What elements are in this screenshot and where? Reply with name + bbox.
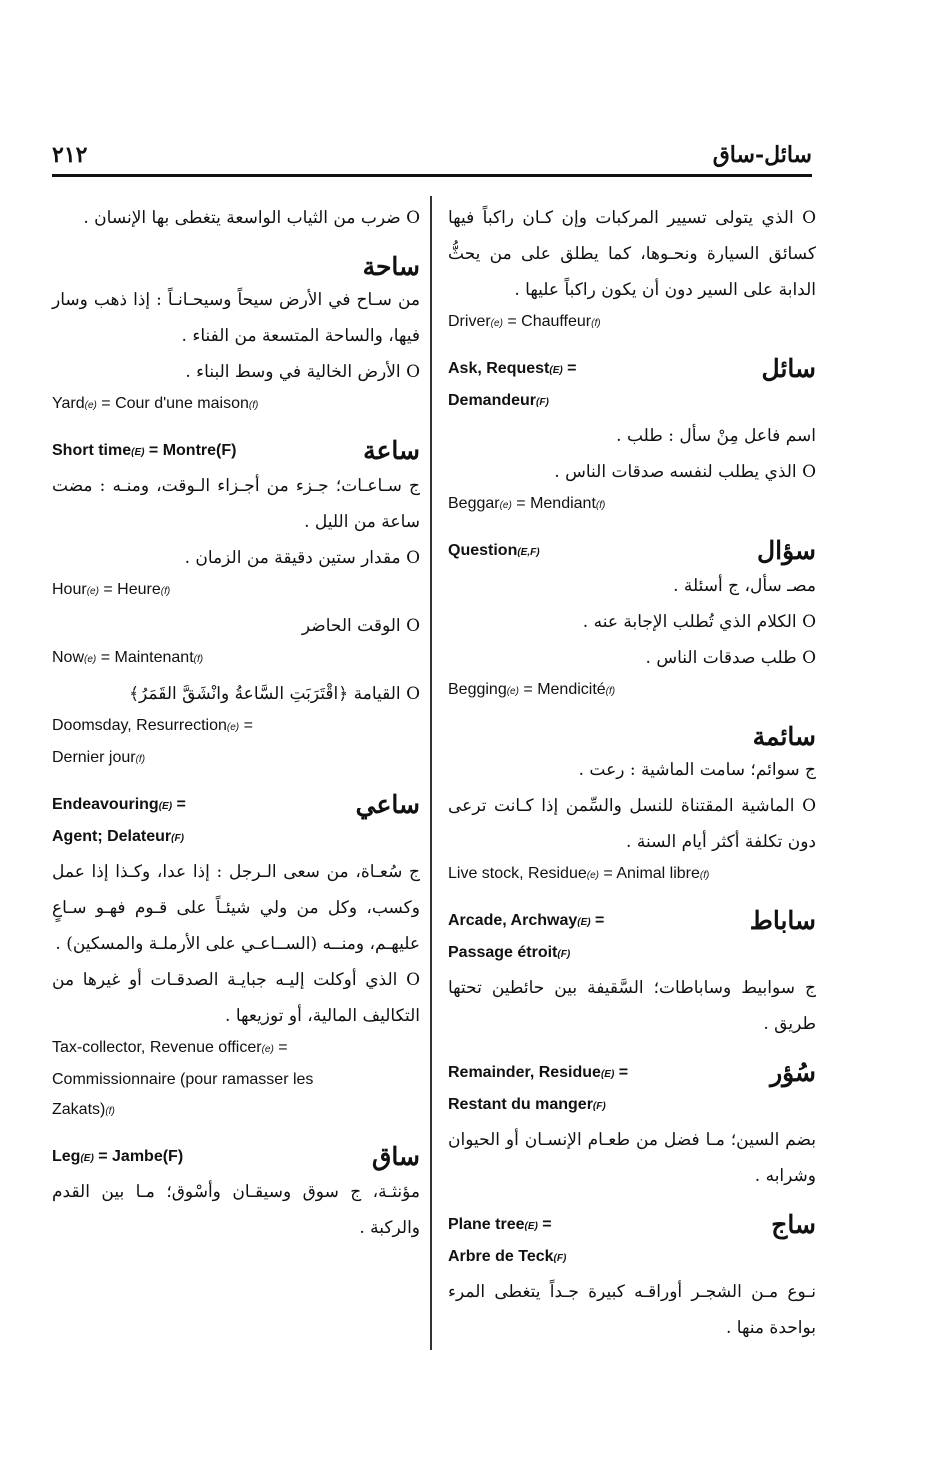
entry-translation <box>448 906 604 970</box>
language-tag: (e) <box>586 870 599 881</box>
entry-translation <box>448 1210 566 1274</box>
language-tag: (e) <box>226 722 240 733</box>
dictionary-entry <box>52 790 420 1126</box>
definition-text: O الوقت الحاضر <box>301 616 420 636</box>
entry-head <box>52 252 420 282</box>
language-tag: (e) <box>499 500 512 511</box>
headword: سُؤر <box>770 1058 816 1087</box>
entry-head <box>52 1142 420 1174</box>
translation-line: Demandeur(F) <box>448 392 549 409</box>
entry-translation <box>52 1142 183 1174</box>
translation-en-fr: Beggar(e) = Mendiant(f) <box>448 495 606 512</box>
language-tag: (F) <box>553 1253 567 1264</box>
dictionary-entry <box>52 1142 420 1246</box>
definition-text: O مقدار ستين دقيقة من الزمان . <box>184 548 420 568</box>
entry-head <box>448 1058 816 1122</box>
headword: ساعي <box>355 790 420 819</box>
entry-translation <box>52 436 236 468</box>
headword: ساعة <box>363 436 420 465</box>
running-title: سائل-ساق <box>712 142 812 168</box>
translation-en-fr: Doomsday, Resurrection(e) = <box>52 717 253 734</box>
language-tag: (E) <box>577 917 591 928</box>
headword: ساحة <box>362 252 420 281</box>
translation-line: Arbre de Teck(F) <box>448 1248 567 1265</box>
translation-line: Question(E,F) <box>448 542 540 559</box>
definition-text: اسم فاعل مِنْ سأل : طلب . <box>616 426 816 446</box>
language-tag: (e) <box>84 400 97 411</box>
translation-line: Leg(E) = Jambe(F) <box>52 1148 184 1165</box>
definition-text: نـوع مـن الشجـر أوراقـه كبيرة جـداً يتغطى المرء بواحدة منها . <box>448 1282 816 1338</box>
entry-head <box>448 536 816 568</box>
language-tag: (E) <box>524 1221 538 1232</box>
definition-text: O الماشية المقتناة للنسل والسِّمن إذا كـانت ترعى دون تكلفة أكثر أيام السنة . <box>448 796 816 852</box>
language-tag: (F) <box>557 949 571 960</box>
translation-en-fr: Dernier jour(f) <box>52 749 146 766</box>
definition-text: O الذي يتولى تسيير المركبات وإن كـان راكباً فيها كسائق السيارة ونحـوها، كما يطلق على من يحثُّ الدابة على السير دون أن يكون راكباً عليها . <box>448 208 816 300</box>
translation-line: Ask, Request(E) = <box>448 360 577 377</box>
entry-head <box>448 354 816 418</box>
dictionary-entry <box>52 200 420 236</box>
translation-en-fr: Now(e) = Maintenant(f) <box>52 649 204 666</box>
translation-line: Arcade, Archway(E) = <box>448 912 605 929</box>
language-tag: (f) <box>193 654 204 665</box>
definition-text: مؤنثـة، ج سوق وسيقـان وأسْوق؛ مـا بين القدم والركبة . <box>52 1182 420 1238</box>
definition-text: ج سـاعـات؛ جـزء من أجـزاء الـوقت، ومنـه : مضت ساعة من الليل . <box>52 476 420 532</box>
translation-line: Restant du manger(F) <box>448 1096 606 1113</box>
headword: ساباط <box>749 906 816 935</box>
headword: ساج <box>771 1210 816 1239</box>
language-tag: (e) <box>261 1044 274 1055</box>
translation-en-fr: Tax-collector, Revenue officer(e) = <box>52 1039 288 1056</box>
definition-text: O طلب صدقات الناس . <box>645 648 816 668</box>
language-tag: (F) <box>171 833 184 844</box>
language-tag: (E,F) <box>517 547 540 558</box>
translation-line: Plane tree(E) = <box>448 1216 552 1233</box>
language-tag: (f) <box>160 586 171 597</box>
translation-en-fr: Driver(e) = Chauffeur(f) <box>448 313 601 330</box>
entry-head <box>448 1210 816 1274</box>
entry-head <box>52 790 420 854</box>
dictionary-entry <box>448 906 816 1042</box>
language-tag: (f) <box>605 686 616 697</box>
language-tag: (f) <box>699 870 710 881</box>
language-tag: (E) <box>131 447 145 458</box>
language-tag: (F) <box>536 397 549 408</box>
headword: سؤال <box>757 536 816 565</box>
definition-text: O الكلام الذي تُطلب الإجابة عنه . <box>582 612 816 632</box>
definition-text: ج سُعـاة، من سعى الـرجل : إذا عدا، وكـذا إذا عمل وكسب، وكل من ولي شيئـاً على قـوم فهـو سـاعٍ عليهـم، ومنــه (الســاعـي على الأرملـة والمسكين) . <box>52 862 420 954</box>
translation-line: Agent; Delateur(F) <box>52 828 184 845</box>
language-tag: (f) <box>248 400 259 411</box>
definition-text: O ضرب من الثياب الواسعة يتغطى بها الإنسان . <box>83 208 420 228</box>
definition-text: ج سوائم؛ سامت الماشية : رعت . <box>578 760 816 780</box>
dictionary-entry <box>448 722 816 890</box>
language-tag: (e) <box>86 586 99 597</box>
language-tag: (f) <box>135 754 146 765</box>
translation-en-fr: Commissionnaire (pour ramasser les <box>52 1071 314 1088</box>
dictionary-entry <box>448 1210 816 1346</box>
language-tag: (E) <box>80 1153 94 1164</box>
language-tag: (f) <box>591 318 601 329</box>
entry-translation <box>52 790 186 854</box>
translation-en-fr: Zakats)(f) <box>52 1101 115 1118</box>
right-column <box>448 200 816 1362</box>
entry-head <box>448 722 816 752</box>
definition-text: O الذي أوكلت إليـه جبايـة الصدقـات أو غيرها من التكاليف المالية، أو توزيعها . <box>52 970 420 1026</box>
header-rule <box>52 174 812 177</box>
entry-translation <box>448 536 540 568</box>
language-tag: (f) <box>595 500 606 511</box>
dictionary-entry <box>52 436 420 774</box>
translation-line: Passage étroit(F) <box>448 944 571 961</box>
dictionary-entry <box>448 1058 816 1194</box>
definition-text: O الأرض الخالية في وسط البناء . <box>185 362 420 382</box>
entry-head <box>52 436 420 468</box>
language-tag: (e) <box>490 318 503 329</box>
entry-translation <box>448 354 577 418</box>
dictionary-entry <box>448 536 816 706</box>
language-tag: (E) <box>600 1069 615 1080</box>
language-tag: (F) <box>592 1101 606 1112</box>
translation-line: Remainder, Residue(E) = <box>448 1064 629 1081</box>
translation-line: Endeavouring(E) = <box>52 796 186 813</box>
translation-en-fr: Hour(e) = Heure(f) <box>52 581 171 598</box>
translation-en-fr: Live stock, Residue(e) = Animal libre(f) <box>448 865 710 882</box>
translation-en-fr: Begging(e) = Mendicité(f) <box>448 681 616 698</box>
definition-text: بضم السين؛ مـا فضل من طعـام الإنسـان أو الحيوان وشرابه . <box>448 1130 816 1186</box>
language-tag: (E) <box>549 365 563 376</box>
definition-text: O القيامة ﴿اقْتَرَبَتِ السَّاعةُ وانْشَقَّ القَمَرُ﴾ <box>129 684 420 704</box>
definition-text: ج سوابيط وساباطات؛ السَّقيفة بين حائطين تحتها طريق . <box>448 978 816 1034</box>
entry-head <box>448 906 816 970</box>
language-tag: (E) <box>158 801 173 812</box>
language-tag: (f) <box>105 1106 115 1117</box>
dictionary-entry <box>448 200 816 338</box>
definition-text: O الذي يطلب لنفسه صدقات الناس . <box>554 462 816 482</box>
dictionary-entry <box>448 354 816 520</box>
definition-text: من سـاح في الأرض سيحاً وسيحـانـاً : إذا ذهب وسار فيها، والساحة المتسعة من الفناء . <box>52 290 420 346</box>
headword: سائمة <box>752 722 816 751</box>
page-header <box>52 140 812 176</box>
dictionary-entry <box>52 252 420 420</box>
left-column <box>52 200 420 1262</box>
page-number: ٢١٢ <box>52 142 88 168</box>
definition-text: مصـ سأل، ج أسئلة . <box>673 576 816 596</box>
language-tag: (e) <box>84 654 97 665</box>
entry-translation <box>448 1058 628 1122</box>
headword: ساق <box>372 1142 420 1171</box>
translation-en-fr: Yard(e) = Cour d'une maison(f) <box>52 395 259 412</box>
translation-line: Short time(E) = Montre(F) <box>52 442 237 459</box>
language-tag: (e) <box>506 686 519 697</box>
column-divider <box>430 196 432 1350</box>
headword: سائل <box>761 354 816 383</box>
